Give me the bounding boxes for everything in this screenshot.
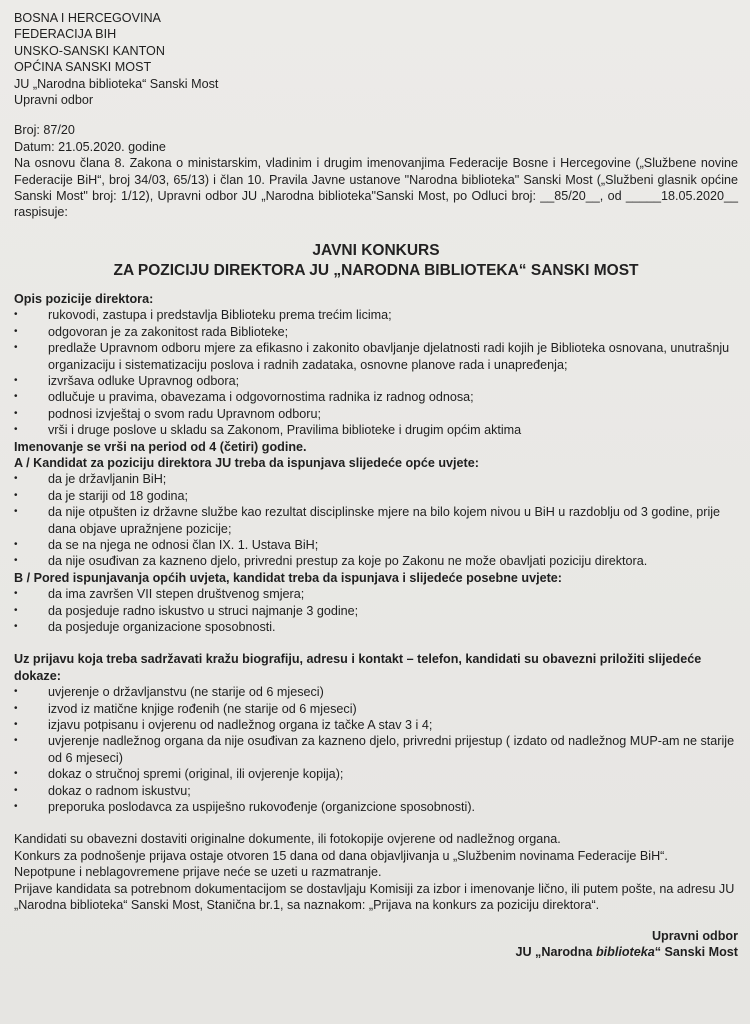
term-statement: Imenovanje se vrši na period od 4 (četiri) godine. bbox=[14, 439, 307, 454]
list-item: • da posjeduje organizacione sposobnosti. bbox=[14, 619, 738, 635]
closing-paragraph: Prijave kandidata sa potrebnom dokumentacijom se dostavljaju Komisiji za izbor i imenovanje lično, ili putem pošte, na adresu JU „Narodna biblioteka“ Sanski Most, Stanična br.1, sa naznakom: „Prijava na konkurs za poziciju direktora“. bbox=[14, 881, 735, 913]
list-item: • uvjerenje o državljanstvu (ne starije od 6 mjeseci) bbox=[14, 684, 738, 700]
signature-institution bbox=[14, 944, 738, 960]
list-item: • vrši i druge poslove u skladu sa Zakonom, Pravilima biblioteke i drugim općim aktima bbox=[14, 422, 738, 438]
header-line: Upravni odbor bbox=[14, 93, 94, 108]
header-block bbox=[14, 10, 738, 108]
title-line-2: ZA POZICIJU DIREKTORA JU „NARODNA BIBLIOTEKA“ SANSKI MOST bbox=[113, 261, 639, 279]
closing-paragraph: Konkurs za podnošenje prijava ostaje otvoren 15 dana od dana objavljivanja u „Službenim novinama Federacije BiH“. bbox=[14, 848, 668, 863]
section-heading: A / Kandidat za poziciju direktora JU treba da ispunjava slijedeće opće uvjete: bbox=[14, 455, 479, 470]
spacer bbox=[14, 815, 738, 831]
list-item: • da je stariji od 18 godina; bbox=[14, 488, 738, 504]
header-line: UNSKO-SANSKI KANTON bbox=[14, 43, 165, 58]
closing-paragraph: Nepotpune i neblagovremene prijave neće se uzeti u razmatranje. bbox=[14, 865, 382, 880]
bullet-list bbox=[14, 586, 738, 635]
signature-title: Upravni odbor bbox=[651, 928, 738, 943]
section-heading: Opis pozicije direktora: bbox=[14, 291, 154, 306]
list-item: • izjavu potpisanu i ovjerenu od nadležnog organa iz tačke A stav 3 i 4; bbox=[14, 717, 738, 733]
closing-paragraph: Kandidati su obavezni dostaviti originalne dokumente, ili fotokopije ovjerene od nadležnog organa. bbox=[14, 832, 561, 847]
list-item: • izvršava odluke Upravnog odbora; bbox=[14, 373, 738, 389]
section-opis bbox=[14, 291, 738, 439]
spacer bbox=[14, 635, 738, 651]
list-item: • da ima završen VII stepen društvenog smjera; bbox=[14, 586, 738, 602]
list-item: • predlaže Upravnom odboru mjere za efikasno i zakonito obavljanje djelatnosti radi kojih je Biblioteka osnovana, unutrašnju organizaciju i sistematizaciju poslova i radnih zadataka, osnovne planove rada i unapređenja; bbox=[14, 340, 738, 373]
list-item: • odlučuje u pravima, obavezama i odgovornostima radnika iz radnog odnosa; bbox=[14, 389, 738, 405]
meta-block bbox=[14, 122, 738, 155]
document-date: Datum: 21.05.2020. godine bbox=[14, 139, 166, 154]
bullet-list bbox=[14, 684, 738, 815]
list-item: • rukovodi, zastupa i predstavlja Biblioteku prema trećim licima; bbox=[14, 307, 738, 323]
title-line-1: JAVNI KONKURS bbox=[312, 241, 440, 259]
section-heading: Uz prijavu koja treba sadržavati kražu biografiju, adresu i kontakt – telefon, kandidati su obavezni priložiti slijedeće dokaze: bbox=[14, 652, 702, 683]
header-line: OPĆINA SANSKI MOST bbox=[14, 60, 152, 75]
list-item: • dokaz o stručnoj spremi (original, ili ovjerenje kopija); bbox=[14, 766, 738, 782]
announcement-title bbox=[14, 241, 738, 281]
closing-block bbox=[14, 831, 738, 913]
bullet-list bbox=[14, 471, 738, 569]
signature-italic: biblioteka bbox=[595, 944, 655, 959]
section-a bbox=[14, 455, 738, 570]
list-item: • da nije otpušten iz državne službe kao rezultat disciplinske mjere na bilo kojem nivou u BiH u razdoblju od 3 godine, prije dana objave upražnjene pozicije; bbox=[14, 504, 738, 537]
list-item: • da se na njega ne odnosi član IX. 1. Ustava BiH; bbox=[14, 537, 738, 553]
section-b bbox=[14, 570, 738, 636]
header-line: JU „Narodna biblioteka“ Sanski Most bbox=[14, 76, 219, 91]
header-line: BOSNA I HERCEGOVINA bbox=[14, 11, 161, 25]
signature-block bbox=[14, 928, 738, 961]
list-item: • da nije osuđivan za kazneno djelo, privredni prestup za koje po Zakonu ne može obavljati poziciju direktora. bbox=[14, 553, 738, 569]
intro-paragraph: Na osnovu člana 8. Zakona o ministarskim, vladinim i drugim imenovanjima Federacije Bosne i Hercegovine („Službene novine Federacije BiH“, broj 34/03, 65/13) i član 10. Pravila Javne ustanove "Narodna biblioteka" Sanski Most („Službeni glasnik općine Sanski Most" broj: 1/12), Upravni odbor JU „Narodna biblioteka"Sanski Most, po Odluci broj: __85/20__, od _____18.05.2020__ raspisuje: bbox=[14, 156, 738, 220]
list-item: • preporuka poslodavca za uspiješno rukovođenje (organizcione sposobnosti). bbox=[14, 799, 738, 815]
signature-suffix: “ Sanski Most bbox=[654, 944, 738, 959]
list-item: • podnosi izvještaj o svom radu Upravnom odboru; bbox=[14, 406, 738, 422]
document-number: Broj: 87/20 bbox=[14, 123, 75, 138]
list-item: • izvod iz matične knjige rođenih (ne starije od 6 mjeseci) bbox=[14, 701, 738, 717]
section-dokazi bbox=[14, 651, 738, 815]
list-item: • odgovoran je za zakonitost rada Biblioteke; bbox=[14, 324, 738, 340]
section-heading: B / Pored ispunjavanja općih uvjeta, kandidat treba da ispunjava i slijedeće posebne uvjete: bbox=[14, 570, 562, 585]
list-item: • dokaz o radnom iskustvu; bbox=[14, 783, 738, 799]
list-item: • uvjerenje nadležnog organa da nije osuđivan za kazneno djelo, privredni prijestup ( izdato od nadležnog MUP-am ne starije od 6 mjeseci) bbox=[14, 733, 738, 766]
list-item: • da posjeduje radno iskustvo u struci najmanje 3 godine; bbox=[14, 603, 738, 619]
list-item: • da je državljanin BiH; bbox=[14, 471, 738, 487]
header-line: FEDERACIJA BIH bbox=[14, 27, 117, 42]
bullet-list bbox=[14, 307, 738, 438]
signature-prefix: JU „Narodna bbox=[515, 944, 596, 959]
